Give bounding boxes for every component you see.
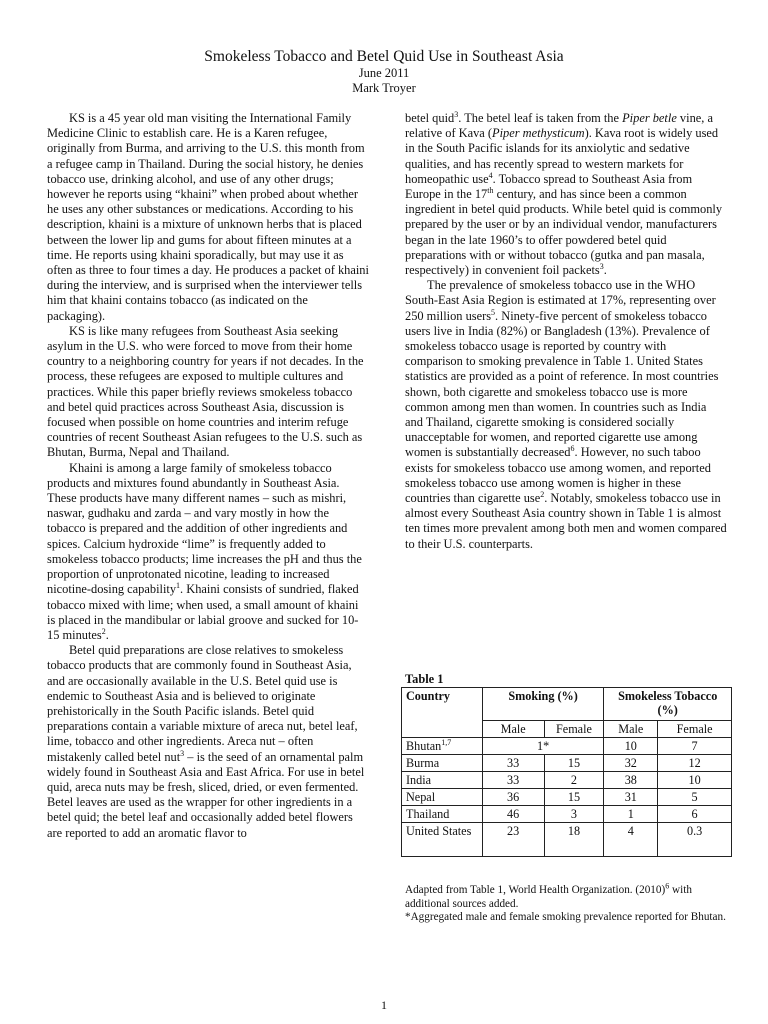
prevalence-table [401, 687, 732, 857]
column-header-country: Country [402, 688, 483, 738]
cell-country: India [402, 772, 483, 789]
cell-value: 33 [482, 772, 544, 789]
table-header-row [402, 688, 732, 721]
page-number: 1 [381, 998, 387, 1012]
cell-value: 38 [604, 772, 658, 789]
cell-value: 46 [482, 806, 544, 823]
table-caption: Table 1 [405, 672, 444, 686]
cell-value: 23 [482, 823, 544, 857]
table-row [402, 823, 732, 857]
paragraph-prevalence: The prevalence of smokeless tobacco use in the WHO South-East Asia Region is estimated at 17%, representing over 250 million users$^5$. Ninety-five percent of smokeless tobacco users live in India (82%) or Bangladesh (13%). Prevalence of smokeless tobacco usage is reported by country with comparison to smoking prevalence in Table 1. United States statistics are provided as a point of reference. In most countries shown, both cigarette and smokeless tobacco use is more common among men than women. In countries such as India and Thailand, cigarette smoking is considered socially unacceptable for women, and reported cigarette use among women is substantially decreased$^6$. However, no such taboo exists for smokeless tobacco use among women, and reported smokeless tobacco use among women is higher in these countries than cigarette use$^2$. Notably, smokeless tobacco use in almost every Southeast Asia country shown in Table 1 is almost ten times more prevalent among both men and women compared to their U.S. counterparts. [405, 278, 727, 551]
citation: 6 [570, 444, 575, 454]
cell-value: 15 [544, 755, 604, 772]
cell-value: 10 [658, 772, 732, 789]
cell-value: 5 [658, 789, 732, 806]
citation: 6 [665, 881, 670, 891]
subheader-female: Female [658, 721, 732, 738]
cell-value: 12 [658, 755, 732, 772]
cell-value: 1 [604, 806, 658, 823]
citation: 5 [491, 307, 496, 317]
cell-country: Burma [402, 755, 483, 772]
paragraph-khaini: Khaini is among a large family of smokeless tobacco products and mixtures found abundantly in Southeast Asia. These products have many different names – such as mishri, naswar, gudhaku and zarda – and vary mostly in how the tobacco is prepared and the addition of other ingredients and spices. Calcium hydroxide “lime” is frequently added to smokeless tobacco products; lime increases the pH and thus the proportion of unprotonated nicotine, leading to increased nicotine-dosing capability$^1$. Khaini consists of sundried, flaked tobacco mixed with lime; when used, a small amount of khaini is placed in the mandibular or labial groove and sucked for 10-15 minutes$^2$. [47, 460, 362, 642]
cell-country: Nepal [402, 789, 483, 806]
table-row [402, 755, 732, 772]
paragraph-betel-leaf: betel quid$^3$. The betel leaf is taken from the Piper betle vine, a relative of Kava (Piper methysticum). Kava root is widely used in the South Pacific islands for its anxiolytic and sedative qualities, and has recently spread to western markets for homeopathic use$^4$. Tobacco spread to Southeast Asia from Europe in the 17th century, and has since been a common ingredient in betel quid products. While betel quid is commonly prepared by the user or by an individual vendor, manufacturers began in the late 1960’s to offer powdered betel quid preparations with or without tobacco (gutka and pan masala, respectively) in convenient foil packets$^3$. [405, 109, 723, 278]
table-row [402, 738, 732, 755]
cell-value: 3 [544, 806, 604, 823]
cell-value: 18 [544, 823, 604, 857]
cell-value: 10 [604, 738, 658, 755]
citation: 2 [540, 489, 545, 499]
cell-value: 4 [604, 823, 658, 857]
cell-country: Bhutan$^{1,7}$ [402, 738, 483, 755]
right-column [405, 111, 727, 552]
citation: 4 [488, 170, 493, 180]
cell-value: 7 [658, 738, 732, 755]
paper-header [0, 47, 768, 96]
paper-author: Mark Troyer [352, 81, 416, 95]
paper-date: June 2011 [358, 66, 410, 80]
table-source-note: Adapted from Table 1, World Health Organization. $(2010)^6$ with additional sources added. [405, 881, 692, 910]
cell-value: 6 [658, 806, 732, 823]
subheader-male: Male [482, 721, 544, 738]
cell-value: 32 [604, 755, 658, 772]
left-column [47, 111, 369, 841]
subheader-male: Male [604, 721, 658, 738]
paragraph-case-intro: KS is a 45 year old man visiting the International Family Medicine Clinic to establish care. He is a Karen refugee, originally from Burma, and arriving to the U.S. this month from a refugee camp in Thailand. During the social history, he denies tobacco use, drinking alcohol, and use of any other drugs; however he reports using “khaini” when probed about whether he uses any other substances or medications. According to his description, khaini is a mixture of unknown herbs that is placed between the lower lip and gums for about fifteen minutes at a time. He reports using khaini sporadically, but may use it as often as three to four times a day. He produces a packet of khaini during the interview, and is surprised when the interviewer tells him that khaini contains tobacco (as indicated on the packaging). [47, 111, 369, 323]
table-notes [405, 881, 727, 925]
column-header-smokeless: Smokeless Tobacco (%) [604, 688, 732, 721]
cell-country: United States [402, 823, 483, 857]
cell-smoking-aggregate: 1* [482, 738, 604, 755]
cell-value: 15 [544, 789, 604, 806]
cell-value: 33 [482, 755, 544, 772]
citation: 1 [176, 581, 181, 591]
citation: 2 [101, 626, 106, 636]
table-footnote: *Aggregated male and female smoking prevalence reported for Bhutan. [405, 911, 726, 924]
paper-title: Smokeless Tobacco and Betel Quid Use in Southeast Asia [204, 48, 564, 65]
cell-value: 2 [544, 772, 604, 789]
column-header-smoking: Smoking (%) [482, 688, 604, 721]
cell-value: 36 [482, 789, 544, 806]
table-row [402, 772, 732, 789]
subheader-female: Female [544, 721, 604, 738]
cell-value: 31 [604, 789, 658, 806]
paragraph-refugees: KS is like many refugees from Southeast Asia seeking asylum in the U.S. who were forced to move from their home country to a neighboring country for years if not decades. In the process, these refugees are exposed to multiple cultures and practices. While this paper briefly reviews smokeless tobacco and betel quid practices across Southeast Asia, discussion is focused when possible on home countries and interim refuge countries of recent Southeast Asian refugees to the U.S. such as Bhutan, Burma, Nepal and Thailand. [47, 323, 364, 460]
paragraph-betel-quid: Betel quid preparations are close relatives to smokeless tobacco products that are commonly found in Southeast Asia, and are occasionally available in the U.S. Betel quid use is endemic to Southeast Asia and is believed to originate prehistorically in the South Pacific islands. Betel quid preparations contain a variable mixture of areca nut, betel leaf, lime, tobacco and other ingredients. Areca nut – often mistakenly called betel nut$^3$ – is the seed of an ornamental palm widely found in Southeast Asia and East Africa. For use in betel quid, areca nuts may be fresh, sliced, dried, or even fermented. Betel leaves are used as the wrapper for other ingredients in a betel quid; the betel leaf and occasionally added betel flowers are reported to add an aromatic flavor to [47, 643, 365, 840]
cell-value: 0.3 [658, 823, 732, 857]
table-row [402, 806, 732, 823]
citation: 3 [180, 748, 185, 758]
citation: 1,7 [441, 737, 452, 747]
citation: 3 [454, 109, 459, 119]
citation: 3 [599, 261, 604, 271]
cell-country: Thailand [402, 806, 483, 823]
table-row [402, 789, 732, 806]
